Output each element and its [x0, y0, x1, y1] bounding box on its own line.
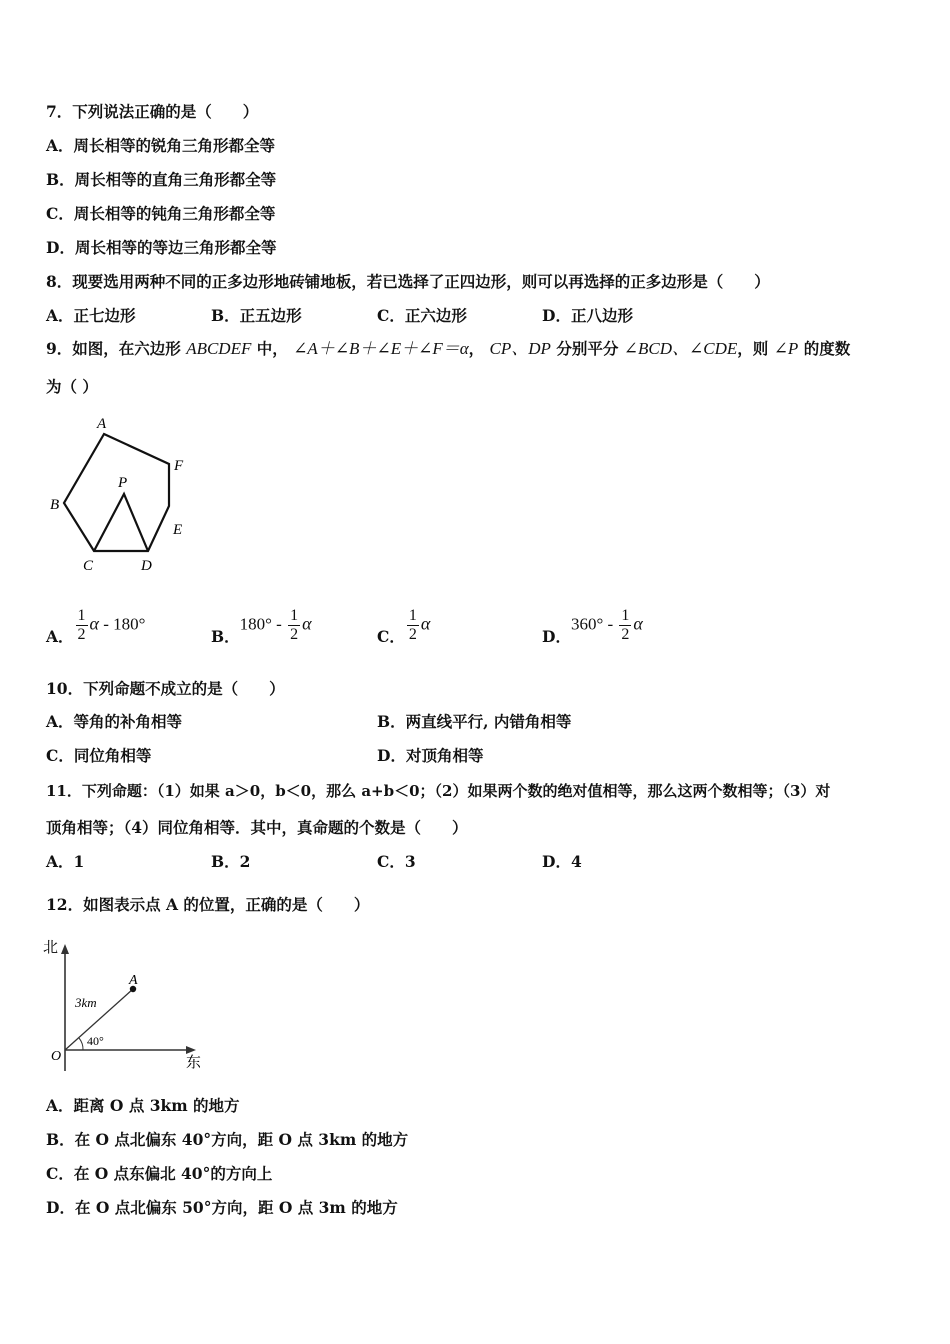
q9-hexagon-figure	[40, 408, 210, 578]
q9-stem-suffix: 的度数	[803, 339, 851, 358]
q9-bisectors: CP、DP	[489, 339, 551, 358]
q8-stem: 8．现要选用两种不同的正多边形地砖铺地板，若已选择了正四边形，则可以再选择的正多边形是（ ）	[46, 272, 770, 291]
q10-option-b: B．两直线平行, 内错角相等	[377, 712, 572, 731]
east-arrowhead	[186, 1046, 196, 1054]
q9-option-d	[542, 607, 643, 644]
q9-option-b-label: B．	[211, 626, 240, 646]
q11-stem-line1: 11．下列命题：（1）如果 a＞0，b＜0，那么 a+b＜0；（2）如果两个数的绝对值相等，那么这两个数相等；（3）对	[46, 782, 831, 800]
q9-option-a-label: A．	[46, 626, 74, 646]
vertex-label-a: A	[97, 416, 107, 432]
q12-option-c: C．在 O 点东偏北 40°的方向上	[46, 1164, 273, 1183]
q9-option-a-tail: - 180°	[98, 614, 146, 634]
q8-option-b: B．正五边形	[211, 306, 302, 325]
vertex-label-d: D	[141, 558, 152, 574]
vertex-label-c: C	[83, 558, 94, 574]
q11-option-c: C．3	[377, 852, 416, 871]
q9-stem-mid1: 中，	[256, 339, 288, 358]
fraction-denominator: 2	[621, 626, 630, 643]
q9-comma: ，	[468, 339, 485, 358]
fraction-numerator: 1	[290, 607, 299, 624]
north-arrowhead	[61, 944, 69, 954]
origin-label: O	[51, 1049, 62, 1064]
vertex-label-p: P	[118, 475, 128, 491]
q8-option-d: D．正八边形	[542, 306, 633, 325]
fraction-numerator: 1	[408, 607, 417, 624]
q9-option-c-label: C．	[377, 626, 405, 646]
alpha-symbol: α	[89, 613, 99, 634]
angle-arc	[79, 1038, 83, 1050]
hexagon-outline	[64, 434, 169, 551]
alpha-symbol: α	[302, 613, 312, 634]
q7-option-b: B．周长相等的直角三角形都全等	[46, 170, 277, 189]
q7-option-c: C．周长相等的钝角三角形都全等	[46, 204, 276, 223]
q11-option-a: A．1	[46, 852, 85, 871]
q12-option-b: B．在 O 点北偏东 40°方向，距 O 点 3km 的地方	[46, 1130, 409, 1149]
q9-option-d-label: D．	[542, 626, 571, 646]
q7-stem: 7．下列说法正确的是（ ）	[46, 102, 259, 121]
q9-option-a-fraction	[76, 607, 88, 644]
east-label: 东	[186, 1055, 202, 1071]
vertex-label-b: B	[50, 497, 60, 513]
fraction-numerator: 1	[77, 607, 86, 624]
q8-option-a: A．正七边形	[46, 306, 136, 325]
q12-option-a: A．距离 O 点 3km 的地方	[46, 1096, 240, 1115]
q9-option-c-fraction	[407, 607, 419, 644]
distance-label: 3km	[75, 995, 97, 1010]
q10-option-d: D．对顶角相等	[377, 746, 484, 765]
q12-option-d: D．在 O 点北偏东 50°方向，距 O 点 3m 的地方	[46, 1198, 398, 1217]
point-a-label: A	[129, 973, 138, 988]
vertex-label-e: E	[173, 522, 183, 538]
q12-direction-figure	[40, 934, 210, 1074]
q9-option-b	[211, 607, 312, 644]
q8-option-c: C．正六边形	[377, 306, 467, 325]
q9-angle-p: ∠P	[773, 339, 799, 358]
q9-option-a	[46, 607, 145, 644]
q11-stem-line2: 顶角相等；（4）同位角相等．其中，真命题的个数是（ ）	[46, 818, 468, 837]
q9-stem-prefix: 9．如图，在六边形	[46, 339, 181, 358]
q12-stem: 12．如图表示点 A 的位置，正确的是（ ）	[46, 895, 370, 914]
fraction-denominator: 2	[290, 626, 299, 643]
angle-label: 40°	[87, 1034, 104, 1048]
q9-hexagon-name: ABCDEF	[186, 339, 252, 358]
q9-option-c	[377, 607, 430, 644]
fraction-numerator: 1	[621, 607, 630, 624]
q10-option-a: A．等角的补角相等	[46, 712, 183, 731]
q9-option-d-fraction	[619, 607, 631, 644]
q9-option-b-fraction	[288, 607, 300, 644]
angle-p-lines	[94, 494, 148, 551]
vertex-label-f: F	[174, 458, 184, 474]
q7-option-a: A．周长相等的锐角三角形都全等	[46, 136, 276, 155]
q11-option-d: D．4	[542, 852, 582, 871]
q9-angle-sum: ∠A＋∠B＋∠E＋∠F＝α	[293, 339, 469, 358]
q9-option-b-head: 180° -	[239, 614, 287, 634]
alpha-symbol: α	[420, 613, 431, 634]
q7-option-d: D．周长相等的等边三角形都全等	[46, 238, 277, 257]
q10-stem: 10．下列命题不成立的是（ ）	[46, 679, 285, 698]
q10-option-c: C．同位角相等	[46, 746, 152, 765]
alpha-symbol: α	[633, 613, 643, 634]
q9-option-d-head: 360° -	[570, 614, 618, 634]
north-label: 北	[43, 940, 59, 956]
q9-stem-line2: 为（ ）	[46, 377, 98, 396]
q9-angles: ∠BCD、∠CDE	[623, 339, 738, 358]
q9-stem-mid3: ，则	[737, 339, 769, 358]
q9-stem	[46, 339, 850, 359]
q9-stem-mid2: 分别平分	[556, 339, 619, 358]
q11-option-b: B．2	[211, 852, 251, 871]
fraction-denominator: 2	[77, 626, 86, 643]
fraction-denominator: 2	[408, 626, 417, 643]
